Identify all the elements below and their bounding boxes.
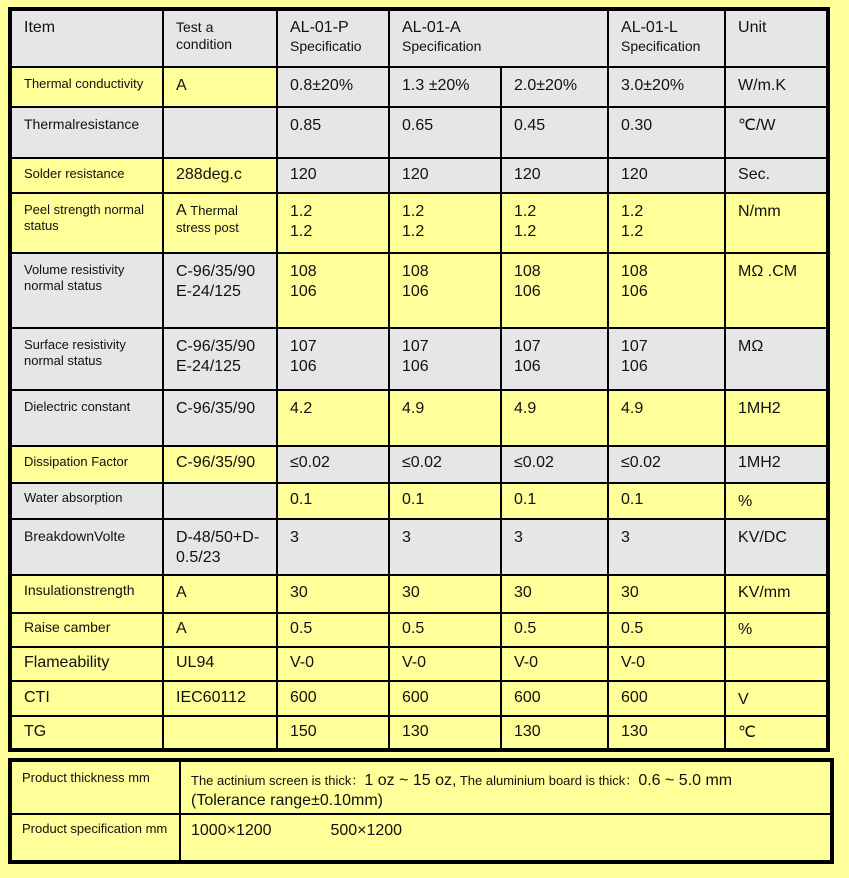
row-value-l: 0.1	[608, 483, 725, 519]
row-unit: N/mm	[725, 193, 828, 253]
row-unit: 1MH2	[725, 390, 828, 446]
table-row	[10, 107, 828, 158]
row-condition: C-96/35/90	[163, 390, 277, 446]
row-condition	[163, 483, 277, 519]
row-condition	[163, 107, 277, 158]
row-unit: Sec.	[725, 158, 828, 193]
row-item: Peel strength normal status	[10, 193, 163, 253]
row-unit: W/m.K	[725, 67, 828, 107]
row-item: Volume resistivity normal status	[10, 253, 163, 328]
row-value-p: 30	[277, 575, 389, 613]
row-unit: MΩ .CM	[725, 253, 828, 328]
product-spec-label: Product specification mm	[10, 814, 180, 862]
row-value-a2: V-0	[501, 647, 608, 681]
row-condition: IEC60112	[163, 681, 277, 716]
row-value-l: 4.9	[608, 390, 725, 446]
row-value-l: 1.2 1.2	[608, 193, 725, 253]
row-value-a2: 120	[501, 158, 608, 193]
table-row	[10, 158, 828, 193]
row-item: Insulationstrength	[10, 575, 163, 613]
table-row	[10, 575, 828, 613]
header-al01l: AL-01-L Specification	[608, 9, 725, 67]
row-unit	[725, 647, 828, 681]
row-value-a2: 2.0±20%	[501, 67, 608, 107]
row-unit: MΩ	[725, 328, 828, 390]
row-value-l: 3	[608, 519, 725, 575]
row-value-a2: 4.9	[501, 390, 608, 446]
row-value-p: 0.5	[277, 613, 389, 647]
row-value-p: 150	[277, 716, 389, 750]
row-value-l: 0.30	[608, 107, 725, 158]
table-row	[10, 390, 828, 446]
row-condition: A	[163, 575, 277, 613]
table-row	[10, 328, 828, 390]
row-value-p: V-0	[277, 647, 389, 681]
row-value-a2: 107 106	[501, 328, 608, 390]
row-item: Raise camber	[10, 613, 163, 647]
row-value-a2: 0.5	[501, 613, 608, 647]
row-value-a2: 1.2 1.2	[501, 193, 608, 253]
row-value-a1: 130	[389, 716, 501, 750]
row-unit: ℃/W	[725, 107, 828, 158]
row-item: Water absorption	[10, 483, 163, 519]
product-thickness-label: Product thickness mm	[10, 760, 180, 814]
row-value-a1: 108 106	[389, 253, 501, 328]
row-unit: 1MH2	[725, 446, 828, 483]
row-item: Flameability	[10, 647, 163, 681]
row-value-a2: 108 106	[501, 253, 608, 328]
row-value-a2: 0.45	[501, 107, 608, 158]
row-value-a1: 0.65	[389, 107, 501, 158]
row-value-a1: 1.3 ±20%	[389, 67, 501, 107]
row-item: Thermal conductivity	[10, 67, 163, 107]
row-value-a1: 0.1	[389, 483, 501, 519]
row-condition: C-96/35/90	[163, 446, 277, 483]
row-value-a2: 130	[501, 716, 608, 750]
row-value-a1: 107 106	[389, 328, 501, 390]
row-item: TG	[10, 716, 163, 750]
row-unit: KV/mm	[725, 575, 828, 613]
product-thickness-row	[10, 760, 832, 814]
product-spec-row	[10, 814, 832, 862]
row-value-a1: 120	[389, 158, 501, 193]
row-item: Solder resistance	[10, 158, 163, 193]
row-value-l: V-0	[608, 647, 725, 681]
header-row	[10, 9, 828, 67]
row-value-a1: 600	[389, 681, 501, 716]
row-value-a1: 0.5	[389, 613, 501, 647]
row-condition: A Thermal stress post	[163, 193, 277, 253]
table-row	[10, 67, 828, 107]
row-value-l: 130	[608, 716, 725, 750]
row-item: Dissipation Factor	[10, 446, 163, 483]
row-value-a2: ≤0.02	[501, 446, 608, 483]
row-value-l: 0.5	[608, 613, 725, 647]
table-row	[10, 193, 828, 253]
row-value-a2: 3	[501, 519, 608, 575]
table-row	[10, 681, 828, 716]
row-condition	[163, 716, 277, 750]
product-spec-2: 500×1200	[330, 822, 403, 839]
header-al01p: AL-01-P Specificatio	[277, 9, 389, 67]
table-row	[10, 519, 828, 575]
row-condition: D-48/50+D- 0.5/23	[163, 519, 277, 575]
row-value-p: 0.1	[277, 483, 389, 519]
table-row	[10, 613, 828, 647]
table-row	[10, 647, 828, 681]
row-condition: C-96/35/90 E-24/125	[163, 253, 277, 328]
row-value-p: 108 106	[277, 253, 389, 328]
product-thickness-value: The actinium screen is thick：1 oz ~ 15 oz, The aluminium board is thick：0.6 ~ 5.0 mm (Tolerance range±0.10mm)	[180, 760, 832, 814]
header-item: Item	[10, 9, 163, 67]
row-condition: C-96/35/90 E-24/125	[163, 328, 277, 390]
header-test-condition: Test a condition	[163, 9, 277, 67]
row-condition: UL94	[163, 647, 277, 681]
row-item: Thermalresistance	[10, 107, 163, 158]
row-value-l: 30	[608, 575, 725, 613]
row-value-a1: 30	[389, 575, 501, 613]
row-value-a2: 600	[501, 681, 608, 716]
row-value-a2: 0.1	[501, 483, 608, 519]
specification-table	[8, 7, 830, 752]
row-value-l: 108 106	[608, 253, 725, 328]
row-condition: A	[163, 613, 277, 647]
row-value-p: 4.2	[277, 390, 389, 446]
row-value-p: ≤0.02	[277, 446, 389, 483]
row-condition: A	[163, 67, 277, 107]
row-value-p: 3	[277, 519, 389, 575]
row-value-a1: ≤0.02	[389, 446, 501, 483]
row-value-a1: 3	[389, 519, 501, 575]
row-unit: KV/DC	[725, 519, 828, 575]
table-row	[10, 483, 828, 519]
row-value-p: 120	[277, 158, 389, 193]
row-item: Surface resistivity normal status	[10, 328, 163, 390]
header-unit: Unit	[725, 9, 828, 67]
row-item: BreakdownVolte	[10, 519, 163, 575]
row-unit: V	[725, 681, 828, 716]
row-value-a2: 30	[501, 575, 608, 613]
row-unit: %	[725, 483, 828, 519]
table-row	[10, 446, 828, 483]
product-spec-value	[180, 814, 832, 862]
header-al01a: AL-01-A Specification	[389, 9, 608, 67]
row-value-a1: 4.9	[389, 390, 501, 446]
table-row	[10, 253, 828, 328]
row-value-p: 0.85	[277, 107, 389, 158]
row-value-l: 3.0±20%	[608, 67, 725, 107]
product-spec-1: 1000×1200	[191, 822, 272, 839]
row-item: CTI	[10, 681, 163, 716]
row-unit: %	[725, 613, 828, 647]
row-unit: ℃	[725, 716, 828, 750]
row-value-l: 120	[608, 158, 725, 193]
row-value-p: 600	[277, 681, 389, 716]
row-value-l: ≤0.02	[608, 446, 725, 483]
row-value-p: 107 106	[277, 328, 389, 390]
row-value-l: 107 106	[608, 328, 725, 390]
row-value-p: 0.8±20%	[277, 67, 389, 107]
row-value-a1: V-0	[389, 647, 501, 681]
row-item: Dielectric constant	[10, 390, 163, 446]
table-row	[10, 716, 828, 750]
product-table	[8, 758, 834, 864]
row-value-a1: 1.2 1.2	[389, 193, 501, 253]
row-value-p: 1.2 1.2	[277, 193, 389, 253]
row-condition: 288deg.c	[163, 158, 277, 193]
row-value-l: 600	[608, 681, 725, 716]
